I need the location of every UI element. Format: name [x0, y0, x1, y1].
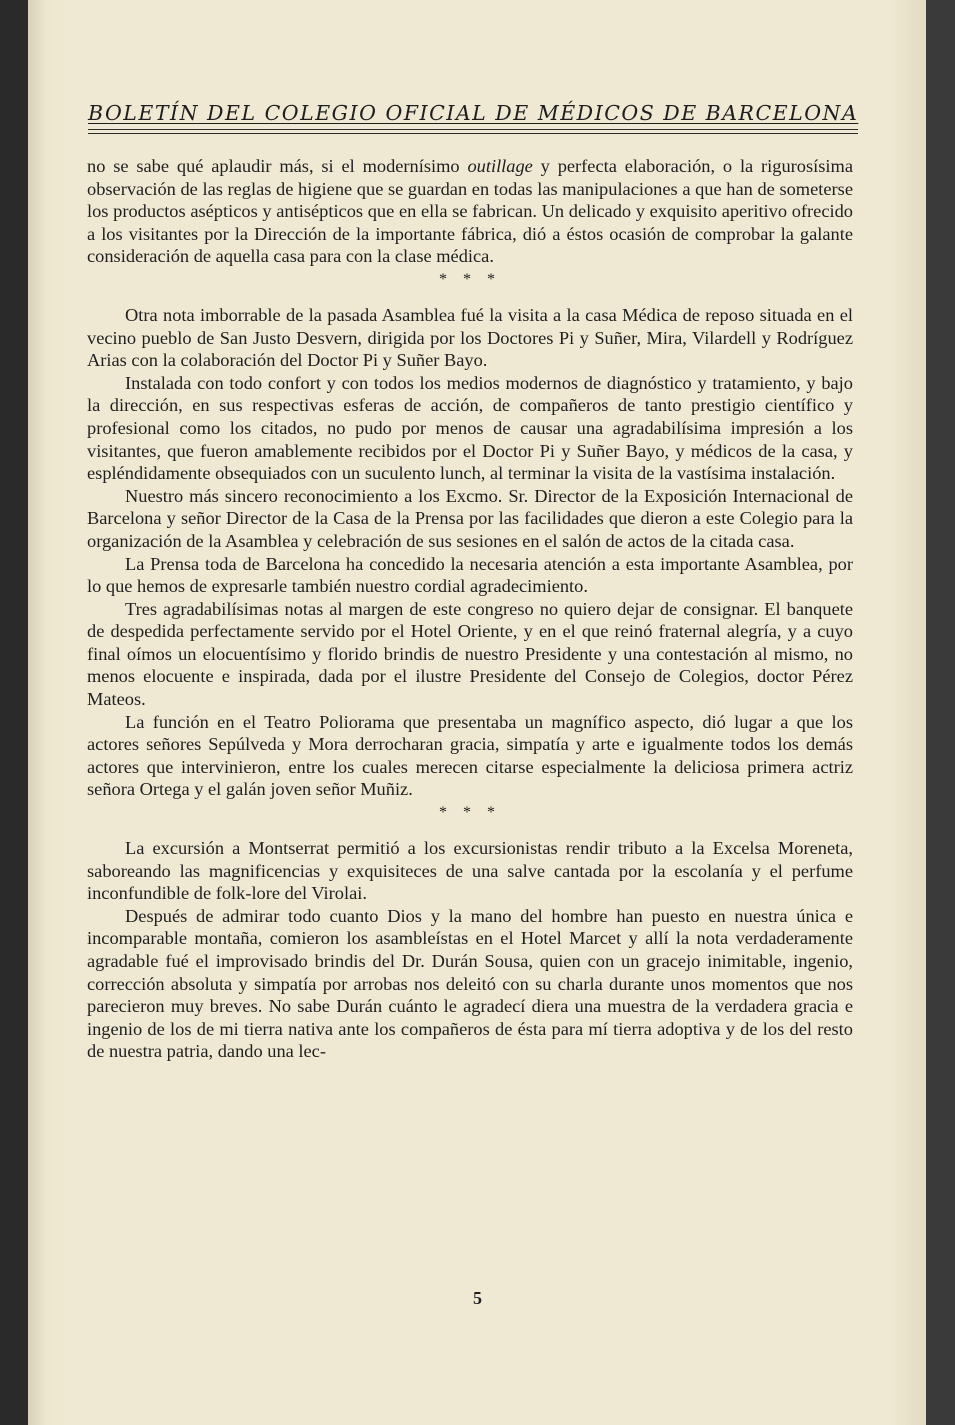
paragraph-text: no se sabe qué aplaudir más, si el modernísimo [87, 156, 468, 176]
running-header [88, 100, 858, 130]
paragraph: La excursión a Montserrat permitió a los excursionistas rendir tributo a la Excelsa Moreneta, saboreando las magnificencias y exquisiteces de una salve cantada por la escolanía y el perfume inconfundible de folk-lore del Virolai. [87, 838, 853, 904]
paragraph: Instalada con todo confort y con todos los medios modernos de diagnóstico y tratamiento, y bajo la dirección, en sus respectivas esferas de acción, de compañeros de tanto prestigio científico y profesional como los citados, no pudo por menos de causar una agradabilísima impresión a los visitantes, que fueron amablemente recibidos por el Doctor Pi y Suñer Bayo, y médicos de la casa, y espléndidamente obsequiados con un suculento lunch, al terminar la visita de la vastísima instalación. [87, 372, 853, 484]
paragraph [87, 155, 853, 268]
section-separator: * * * [439, 804, 501, 822]
article-body [87, 155, 853, 1063]
paragraph: Nuestro más sincero reconocimiento a los Excmo. Sr. Director de la Exposición Internacional de Barcelona y señor Director de la Casa de la Prensa por las facilidades que dieron a este Colegio para la organización de la Asamblea y celebración de sus sesiones en el salón de actos de la citada casa. [87, 485, 853, 551]
header-title: BOLETÍN DEL COLEGIO OFICIAL DE MÉDICOS DE BARCELONA [88, 101, 859, 125]
paragraph: La Prensa toda de Barcelona ha concedido la necesaria atención a esta importante Asamblea, por lo que hemos de expresarle también nuestro cordial agradecimiento. [87, 553, 853, 597]
section-separator: * * * [439, 270, 501, 288]
paragraph: Después de admirar todo cuanto Dios y la mano del hombre han puesto en nuestra única e incomparable montaña, comieron los asambleístas en el Hotel Marcet y allí la nota verdaderamente agradable fué el improvisado brindis del Dr. Durán Sousa, quien con un gracejo inimitable, ingenio, corrección absoluta y simpatía por arrobas nos deleitó con su charla durante unos momentos que nos parecieron muy breves. No sabe Durán cuánto le agradecí diera una muestra de la verdadera gracia e ingenio de los de mi tierra nativa ante los compañeros de ésta para mí tierra adoptiva y de los del resto de nuestra patria, dando una lec- [87, 905, 853, 1062]
page-edge-shadow [0, 0, 28, 1425]
header-rule-thick [88, 129, 858, 130]
page-number: 5 [473, 1288, 482, 1308]
paragraph-text: y perfecta elaboración, o la rigurosísima observación de las reglas de higiene que se guardan en todas las manipulaciones a que han de someterse los productos asépticos y antisépticos que en ella se fabrican. Un delicado y exquisito aperitivo ofrecido a los visitantes por la Dirección de la importante fábrica, dió a éstos ocasión de comprobar la galante consideración de aquella casa para con la clase médica. [87, 156, 853, 267]
paragraph: Tres agradabilísimas notas al margen de este congreso no quiero dejar de consignar. El banquete de despedida perfectamente servido por el Hotel Oriente, y en el que reinó fraternal alegría, y a cuyo final oímos un elocuentísimo y florido brindis de nuestro Presidente y una contestación al mismo, no menos elocuente e inspirada, dada por el ilustre Presidente del Consejo de Colegios, doctor Pérez Mateos. [87, 598, 853, 710]
paragraph: Otra nota imborrable de la pasada Asamblea fué la visita a la casa Médica de reposo situada en el vecino pueblo de San Justo Desvern, dirigida por los Doctores Pi y Suñer, Mira, Vilardell y Rodríguez Arias con la colaboración del Doctor Pi y Suñer Bayo. [87, 304, 853, 371]
right-margin-background [926, 0, 955, 1425]
paragraph: La función en el Teatro Poliorama que presentaba un magnífico aspecto, dió lugar a que los actores señores Sepúlveda y Mora derrocharan gracia, simpatía y arte e igualmente todos los demás actores que intervinieron, entre los cuales merecen citarse especialmente la deliciosa primera actriz señora Ortega y el galán joven señor Muñiz. [87, 711, 853, 800]
italic-term: outillage [467, 156, 533, 176]
header-rule-thin [88, 133, 858, 134]
